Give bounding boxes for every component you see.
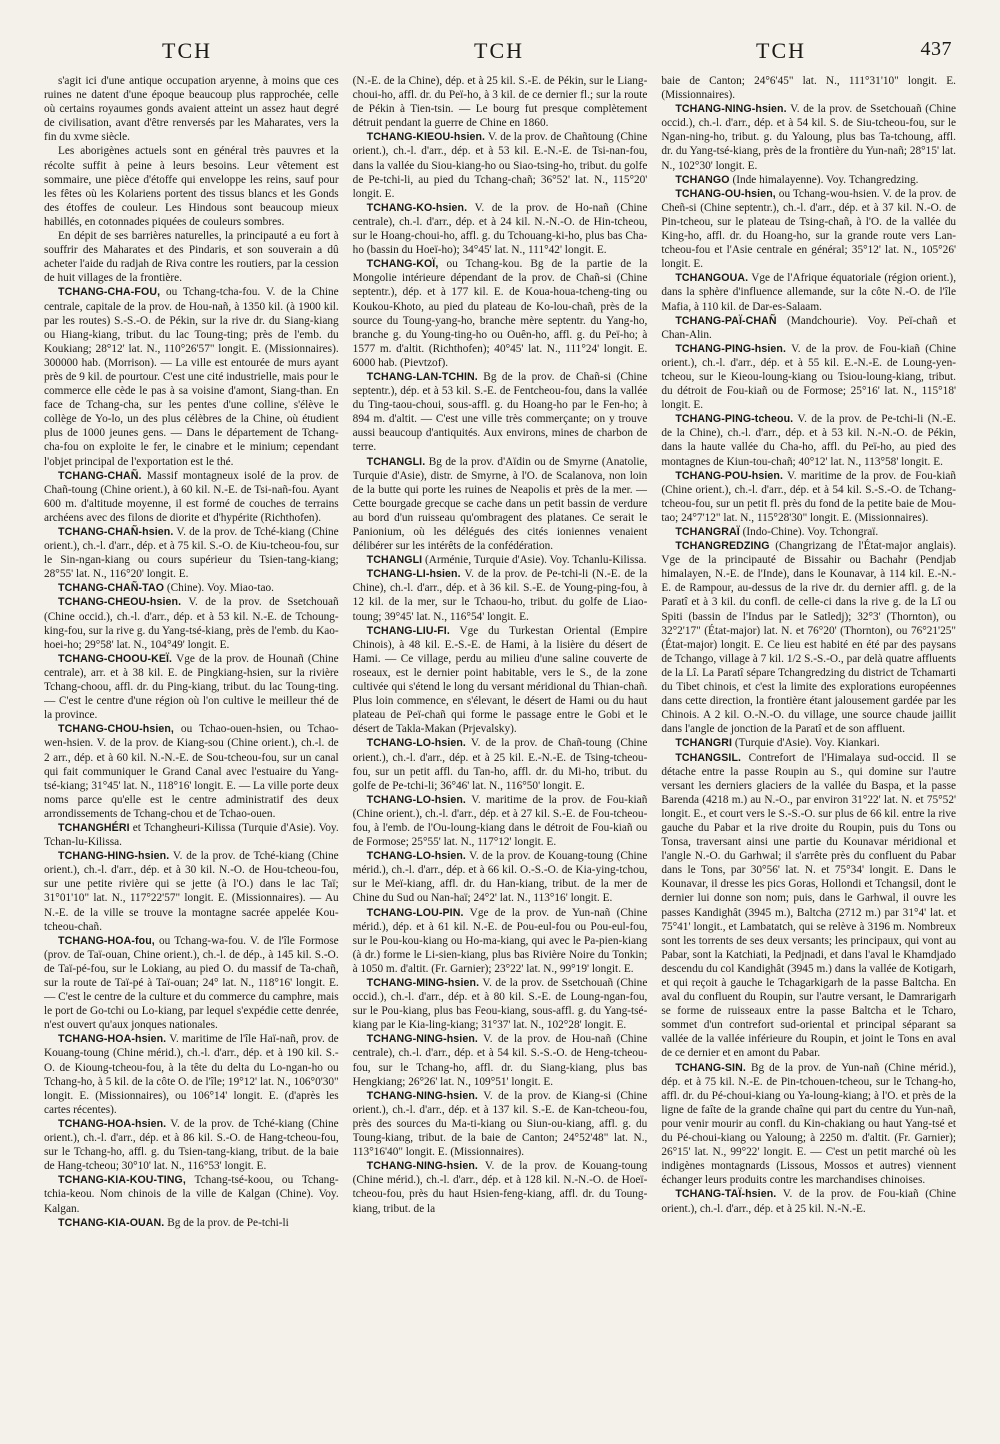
dictionary-entry — [661, 751, 956, 1061]
dictionary-entry — [353, 793, 648, 849]
dictionary-entry — [353, 976, 648, 1032]
entry-text: V. de la prov. de Tché-kiang (Chine orient.), ch.-l. d'arr., dép. et à 75 kil. S.-O. de Kiu-tcheou-fou, sur le Sin-ngan-kiang ou cours supérieur du Tsien-tang-kiang; 28°55' lat. N., 116°20' longit. E. — [44, 526, 339, 581]
entry-text: V. de la prov. de Tché-kiang (Chine orient.), ch.-l. d'arr., dép. et à 86 kil. S.-O. de Hang-tcheou-fou, sur le Tchang-ho, affl. g. du Tsien-tang-kiang, tribut. de la baie de Hang-tcheou; 30°10' lat. N., 116°53' longit. E. — [44, 1117, 339, 1173]
running-head-right: TCH — [756, 38, 806, 63]
entry-headword: TCHANGLI. — [366, 455, 426, 468]
dictionary-entry — [353, 1032, 648, 1088]
entry-headword: TCHANG-CHEOU-hsien. — [58, 596, 182, 609]
entry-headword: TCHANG-MING-hsien. — [366, 977, 480, 989]
dictionary-entry — [44, 652, 339, 722]
entry-text: s'agit ici d'une antique occupation aryenne, à moins que ces ruines ne datent d'une époque beaucoup plus rapprochée, celle où certains royaumes gonds avaient atteint un assez haut degré de civilisation, avant d'être renversés par les Maharates, vers la fin du xvme siècle. — [44, 75, 339, 144]
entry-headword: TCHANG-OU-hsien, — [675, 187, 776, 200]
entry-text: Vge de la prov. de Hounañ (Chine centrale), arr. et à 38 kil. E. de Pingkiang-hsien, sur la rivière Tchang-choou, affl. dr. du Ping-kiang, tribut. du lac Toung-ting. — C'est le centre d'une région où l'on cultive le meilleur thé de la province. — [44, 652, 339, 722]
entry-headword: TCHANG-LO-hsien. — [366, 793, 466, 806]
entry-text: V. de la prov. de Fou-kiañ (Chine orient.), ch.-l. d'arr., dép. et à 55 kil. E.-N.-E. de Loung-yen-tcheou, sur le Kieou-loung-kiang ou Tsiou-loung-kiang, tribut. du détroit de Fou-kiañ ou de Formose; 25°16' lat. N., 115°18' longit. E. — [661, 342, 957, 412]
entry-headword: TCHANGHÉRI — [58, 821, 130, 834]
dictionary-entry — [353, 736, 648, 792]
entry-text: V. maritime de la prov. de Fou-kiañ (Chine orient.), ch.-l. d'arr., dép. et à 54 kil. S.-S.-O. de Tchang-tcheou-fou, sur un petit fl. près du fond de la petite baie de Mou-tao; 24°7'12" lat. N., 115°28'30" longit. E. (Missionnaires). — [661, 469, 957, 524]
dictionary-entry — [661, 271, 956, 313]
dictionary-entry — [44, 469, 339, 525]
dictionary-entry — [661, 1187, 956, 1215]
entry-text: (N.-E. de la Chine), dép. et à 25 kil. S.-E. de Pékin, sur le Liang-choui-ho, affl. dr. du Peï-ho, à 3 kil. de ce dernier fl.; sur la route de Pékin à Tien-tsin. — Le bourg fut presque complètement détruit pendant la guerre de Chine en 1860. — [352, 75, 648, 130]
dictionary-entry — [661, 412, 956, 468]
entry-headword: TCHANG-CHAÑ. — [58, 469, 142, 482]
entry-text: ou Tchang-wou-hsien. V. de la prov. de Cheñ-si (Chine septentr.), ch.-l. d'arr., dép. et à 37 kil. N.-O. de Pin-tcheou, sur le plateau de Tsing-chañ, à l'O. de la vallée du King-ho, affl. dr. du Hoang-ho, sur la grande route vers Lan-tcheou-fou et l'Asie centrale en général; 35°12' lat. N., 105°26' longit. E. — [661, 187, 957, 271]
column-right — [661, 74, 956, 1444]
dictionary-entry — [353, 1089, 648, 1159]
entry-text: V. de la prov. de Kouang-toung (Chine mérid.), ch.-l. d'arr., dép. et à 66 kil. O.-S.-O. de Kia-ying-tchou, sur le Meï-kiang, affl. dr. du Han-kiang, tribut. de la mer de Chine du Sud ou Nan-haï; 24°2' lat. N., 113°16' longit. E. — [352, 850, 648, 905]
entry-headword: TCHANG-CHAÑ-TAO — [58, 582, 165, 595]
entry-headword: TCHANG-HOA-fou, — [58, 934, 155, 947]
entry-headword: TCHANG-HOA-hsien. — [58, 1117, 167, 1130]
dictionary-entry — [353, 201, 648, 257]
dictionary-entry — [44, 581, 339, 595]
entry-text: Les aborigènes actuels sont en général très pauvres et la récolte suffit à peine à leurs besoins. Leur vêtement est sommaire, une pièce d'étoffe qui enveloppe les reins, sauf pour les fêtes où les Kolariens portent des tissus blancs et les Gonds des étoffes de couleur. Les Hindous sont beaucoup mieux habillés, en cotonnades piquées de couleurs sombres. — [44, 145, 339, 228]
entry-text: Vge de l'Afrique équatoriale (région orient.), dans la sphère d'influence allemande, sur la côte N.-O. de l'île Mafia, à 110 kil. de Dar-es-Salaam. — [661, 272, 957, 313]
entry-text: V. de la prov. de Hou-nañ (Chine centrale), ch.-l. d'arr., dép. et à 54 kil. S.-S.-O. de Heng-tcheou-fou, sur le Tchang-ho, affl. dr. du Siang-kiang, plus bas Hengkiang; 26°26' lat. N., 109°51' longit. E. — [352, 1033, 648, 1088]
dictionary-entry — [353, 906, 648, 976]
entry-headword: TCHANG-KO-hsien. — [366, 201, 468, 214]
entry-text: Bg de la prov. de Pe-tchi-li — [167, 1216, 289, 1229]
entry-text: V. de la prov. de Chañtoung (Chine orient.), ch.-l. d'arr., dép. et à 53 kil. E.-N.-E. de Tsi-nan-fou, dans la vallée du Siou-kiang-ho ou Siao-tsing-ho, tribut. du golfe de Pe-tchi-li, au pied du Tchang-chañ; 36°52' lat. N., 115°20' longit. E. — [352, 131, 648, 200]
dictionary-entry — [44, 229, 339, 285]
entry-text: V. de la prov. de Ssetchouañ (Chine occid.), ch.-l. d'arr., dép. et à 80 kil. S.-E. de Loung-ngan-fou, sur le Pou-kiang, plus bas Feou-kiang, sous-affl. g. du Yang-tsé-kiang par le Kia-ling-kiang; 31°37' lat. N., 102°28' longit. E. — [352, 977, 648, 1032]
entry-text: (Mandchourie). Voy. Peï-chañ et Chan-Alin. — [661, 314, 957, 341]
entry-text: V. de la prov. de Kiang-si (Chine orient.), ch.-l. d'arr., dép. et à 137 kil. S.-E. de Kan-tcheou-fou, près des sources du Ma-ti-kiang ou Siun-ou-kiang, affl. g. du Toung-kiang, tribut. de la baie de Canton; 24°52'48" lat. N., 113°16'40" longit. E. (Missionnaires). — [352, 1089, 648, 1159]
entry-headword: TCHANGREDZING — [675, 540, 770, 553]
entry-headword: TCHANG-LAN-TCHIN. — [366, 370, 478, 383]
dictionary-entry — [44, 1117, 339, 1173]
entry-text: baie de Canton; 24°6'45" lat. N., 111°31'10" longit. E. (Missionnaires). — [661, 75, 957, 102]
column-middle — [353, 74, 648, 1444]
entry-headword: TCHANG-CHAÑ-hsien. — [58, 526, 174, 538]
entry-headword: TCHANG-LIU-FI. — [366, 624, 450, 637]
dictionary-entry — [661, 173, 956, 187]
dictionary-entry — [353, 370, 648, 455]
entry-headword: TCHANG-NING-hsien. — [366, 1089, 478, 1102]
entry-text: Vge de la prov. de Yun-nañ (Chine mérid.), dép. et à 61 kil. N.-E. de Pou-eul-fou ou Pou-eul-fou, sur le Pou-kou-kiang ou Ho-ma-kiang, qui avec le Pa-pien-kiang (à dr.) forme le Li-sien-kiang, plus bas Rivière Noire du Tonkin; à 1050 m. d'altit. (Fr. Garnier); 23°22' lat. N., 99°19' longit. E. — [352, 906, 648, 975]
dictionary-entry — [661, 736, 956, 750]
entry-text: V. de la prov. de Fou-kiañ (Chine orient.), ch.-l. d'arr., dép. et à 25 kil. N.-N.-E. — [661, 1188, 957, 1215]
dictionary-entry — [44, 595, 339, 651]
entry-headword: TCHANG-NING-hsien. — [366, 1033, 478, 1046]
dictionary-entry — [44, 525, 339, 581]
entry-headword: TCHANG-HING-hsien. — [58, 850, 170, 863]
entry-text: (Arménie, Turquie d'Asie). Voy. Tchanlu-Kilissa. — [425, 554, 647, 567]
running-head-left: TCH — [162, 38, 212, 63]
entry-headword: TCHANGRI — [675, 737, 733, 750]
entry-text: V. maritime de l'île Haï-nañ, prov. de Kouang-toung (Chine mérid.), ch.-l. d'arr., dép. et à 190 kil. S.-O. de Kioung-tcheou-fou, à la tête du delta du Lo-ngan-ho ou Tchang-ho, à 5 kil. de la côte O. de l'île; 19°12' lat. N., 106°0'30" longit. E. (Missionnaires), ou 106°14' longit. E. (d'après les cartes récentes). — [44, 1033, 339, 1116]
dictionary-entry — [353, 849, 648, 905]
page-number: 437 — [920, 38, 952, 60]
entry-headword: TCHANG-POU-hsien. — [675, 469, 783, 482]
dictionary-entry — [353, 455, 648, 554]
dictionary-entry — [44, 144, 339, 229]
entry-text: ou Tchao-ouen-hsien, ou Tchao-wen-hsien. V. de la prov. de Kiang-sou (Chine orient.), ch.-l. de 2 arr., dép. et à 60 kil. N.-N.-E. de Sou-tcheou-fou, sur un canal qui fait communiquer le Grand Canal avec l'estuaire du Yang-tsé-kiang; 31°45' lat. N., 118°16' longit. E. — La ville porte deux noms parce qu'elle est le centre administratif des deux arrondissements de Tchang-chou et de Tchao-ouen. — [44, 723, 339, 820]
entry-headword: TCHANG-HOA-hsien. — [58, 1033, 167, 1046]
dictionary-entry — [353, 257, 648, 370]
text-columns — [44, 74, 956, 1444]
entry-headword: TCHANGSIL. — [675, 751, 742, 764]
dictionary-entry — [353, 1159, 648, 1215]
entry-headword: TCHANG-CHA-FOU, — [58, 286, 161, 299]
entry-text: (Turquie d'Asie). Voy. Kiankari. — [734, 737, 880, 750]
entry-text: Contrefort de l'Himalaya sud-occid. Il se détache entre la passe Roupin au S., qui domine sur l'autre versant les derniers glaciers de la vallée du Baspa, et la passe Barenda (4218 m.) au N.-O., par environ 31°22' lat. N. et 75°52' longit. E., et court vers le S.-S.-O. sur plus de 66 kil. entre la rive gauche du Pabar et la rive droite du Roupin, puis du Tons ou Tonsa, traversant ainsi une partie du Kounavar méridional et l'angle N.-O. du Garhwal; il s'arrête près du confluent du Pabar dans le Tons, par 30°56' lat. N. et 75°34' longit. E. Dans le Kounavar, il dresse les pics Goras, Hollondi et Tchangsil, dont le dernier lui donne son nom; puis, dans le Garhwal, il ouvre les passes Kandighât (3945 m.), Baltcha (2712 m.) par 31°4' lat. et 75°41' longit., et Lambatatch, qui se relève à 3196 m. Nombreux sont les torrents de ses deux versants; les principaux, qui vont au Pabar, sont la Katchiati, la Pedjnadi, et dans l'aval le Khamdjado descendu du col Kandighât (3945 m.) dans la vallée de Kotigarh, et qui reçoit à gauche le Tchagarkigarh de la passe Baltcha. En aval du confluent du Roupin, sur l'autre versant, le Damrarigarh se forme de ruisseaux entre la passe Baltcha et le Tcharo, sommet d'un contrefort sud-oriental et principal séparant sa vallée de la vallée inférieure du Roupin, et joint le Tons en aval de ce dernier et en amont du Pabar. — [661, 751, 957, 1060]
running-head-center: TCH — [474, 38, 524, 63]
entry-headword: TCHANG-PING-tcheou. — [675, 413, 794, 426]
entry-text: V. de la prov. de Tché-kiang (Chine orient.), ch.-l. d'arr., dép. et à 30 kil. N.-O. de Hou-tcheou-fou, sur une petite rivière qui se jette (à l'O.) dans le lac Taï; 31°01'10" lat. N., 117°22'57" longit. E. (Missionnaires). — Au N.-E. de la ville se trouve la montagne sacrée appelée Kou-tcheou-chañ. — [44, 850, 339, 933]
entry-headword: TCHANG-PING-hsien. — [675, 342, 787, 355]
dictionary-entry — [44, 722, 339, 821]
column-left — [44, 74, 339, 1444]
entry-headword: TCHANG-NING-hsien. — [366, 1160, 478, 1173]
dictionary-entry — [44, 1173, 339, 1215]
entry-headword: TCHANGOUA. — [675, 272, 749, 285]
entry-headword: TCHANG-KOÏ, — [366, 258, 439, 271]
dictionary-entry — [661, 525, 956, 539]
entry-headword: TCHANG-KIA-OUAN. — [58, 1216, 165, 1229]
entry-text: En dépit de ses barrières naturelles, la principauté a eu fort à souffrir des Maharates et des Pindaris, et son souverain a dû acheter l'aide du radjah de Riva contre les routiers, par la cession de huit villages de la frontière. — [44, 230, 339, 285]
entry-headword: TCHANG-CHOU-hsien, — [58, 723, 174, 736]
dictionary-entry — [661, 102, 956, 172]
entry-text: ou Tchang-tcha-fou. V. de la Chine centrale, capitale de la prov. de Hou-nañ, à 1350 kil. (à 1900 kil. par les routes) S.-S.-O. de Pékin, sur la rive dr. du Siang-kiang ou Hiang-kiang, tribut. du lac Toung-ting; près de l'emb. du Koukiang; 28°12' lat. N., 110°26'57" longit. E. (Missionnaires). 300000 hab. (Morrison). — La ville est entourée de murs ayant près de 9 kil. de pourtour. C'est une cité industrielle, mais pour le commerce elle cède le pas à sa voisine d'amont, Siang-than. En face de Tchang-cha, sur les pentes d'une colline, s'élève le collège de Yo-lo, un des plus célèbres de la Chine, où étudient plus de 1000 jeunes gens. — Dans le département de Tchang-cha-fou on exploite le fer, le cinabre et le minium; cependant l'objet principal de l'exportation est le thé. — [44, 286, 339, 468]
dictionary-entry — [353, 74, 648, 130]
entry-text: V. de la prov. de Ssetchouañ (Chine occid.), ch.-l. d'arr., dép. et à 53 kil. N.-E. de Tchoung-king-fou, sur la rive g. du Yang-tsé-kiang, près de l'emb. du Kao-hoei-ho; 29°58' lat. N., 104°49' longit. E. — [44, 596, 339, 651]
entry-headword: TCHANG-NING-hsien. — [675, 103, 787, 116]
dictionary-entry — [353, 567, 648, 623]
dictionary-entry — [44, 934, 339, 1033]
entry-headword: TCHANG-LI-hsien. — [366, 568, 461, 581]
entry-text: V. de la prov. de Ho-nañ (Chine centrale), ch.-l. d'arr., dép. et à 24 kil. N.-N.-O. de Hin-tcheou, sur le Hoang-choui-ho, affl. g. du Tchouang-ki-ho, plus bas Cha-ho (bassin du Hoeï-ho); 34°45' lat. N., 111°42' longit. E. — [352, 201, 648, 257]
entry-text: Bg de la prov. de Chañ-si (Chine septentr.), dép. et à 53 kil. S.-E. de Fentcheou-fou, dans la vallée du Ting-taou-choui, sous-affl. g. du Hoang-ho par le Fen-ho; à 894 m. d'altit. — C'est une ville très commerçante; on y trouve aussi beaucoup d'antiquités. Aux environs, mines de charbon de terre. — [352, 370, 648, 454]
dictionary-entry — [661, 187, 956, 272]
entry-text: (Inde himalayenne). Voy. Tchangredzing. — [732, 173, 919, 186]
entry-text: (Changrizang de l'État-major anglais). Vge de la principauté de Bissahir ou Bachahr (Pendjab himalayen, N.-E. de l'Inde), dans le Kounavar, à 114 kil. E.-N.-E. de Rampour, au-dessus de la rive dr. du dernier affl. g. de la Paratî et à 3 kil. du confl. de celle-ci dans la rive g. de la Lî ou Spiti (bassin de l'Indus par le Satledj); 32°3' (Thornton), ou 32°2'17" (État-major) lat. N. et 76°20' (Thornton), ou 76°21'25" (État-major) longit. E. Ce lieu est habité en été par des paysans de Tchango, village à 7 kil. 1/2 S.-S.-O., par delà quatre affluents de la Lî. La Paratî sépare Tchangredzing du district de Tchamarti du Tibet chinois, et c'est la limite des explorations européennes dans cette direction, la frontière étant jalousement gardée par les Chinois. A 2 kil. O.-N.-O. du village, une source chaude jaillit dans l'angle de jonction de la Paratî et de son affluent. — [661, 540, 957, 736]
dictionary-entry — [661, 1061, 956, 1188]
entry-text: et Tchangheuri-Kilissa (Turquie d'Asie). Voy. Tchan-lu-Kilissa. — [44, 821, 339, 849]
entry-headword: TCHANG-CHOOU-KEÏ. — [58, 652, 173, 665]
dictionary-entry — [661, 342, 956, 412]
entry-text: (Indo-Chine). Voy. Tchongraï. — [742, 526, 879, 538]
entry-text: ou Tchang-kou. Bg de la partie de la Mongolie intérieure dépendant de la prov. de Chañ-si (Chine septentr.), dép. et à 177 kil. E. de Koua-houa-tcheng-ting ou Koukou-Khoto, au pied du plateau de Ko-lou-chañ, près de la source du Toung-yang-ho, branche mère septentr. du Yang-ho, branche g. du Young-ting-ho ou Ouên-ho, affl. g. du Peï-ho; à 1577 m. d'altit. (Richthofen); 40°45' lat. N., 111°24' longit. E. 6000 hab. (Pievtzof). — [352, 258, 648, 369]
entry-text: V. de la prov. de Pe-tchi-li (N.-E. de la Chine), ch.-l. d'arr., dép. et à 53 kil. N.-N.-O. de Pékin, dans la haute vallée du Cha-ho, affl. du Peï-ho, au pied des montagnes de Kiun-tou-chañ; 40°12' lat. N., 113°58' longit. E. — [661, 413, 957, 468]
entry-headword: TCHANGRAÏ — [675, 526, 740, 538]
dictionary-entry — [353, 553, 648, 567]
page-header — [44, 38, 956, 72]
entry-text: Bg de la prov. d'Aïdin ou de Smyrne (Anatolie, Turquie d'Asie), distr. de Smyrne, à l'O. de Scalanova, non loin de la butte qui porte les ruines de Neapolis et près de la mer. — Cette bourgade grecque se cache dans un petit bassin de verdure au bord d'un ruisseau qu'ombragent des platanes. Ce serait le Panionium, où les délégués des cités ioniennes venaient délibérer sur les intérêts de la confédération. — [352, 455, 648, 553]
dictionary-entry — [44, 1032, 339, 1117]
entry-headword: TCHANG-KIEOU-hsien. — [366, 131, 486, 144]
entry-headword: TCHANG-LO-hsien. — [366, 850, 466, 863]
entry-text: Vge du Turkestan Oriental (Empire Chinois), à 48 kil. E.-S.-E. de Hami, à la lisière du désert de Hami. — Ce village, perdu au milieu d'une saline couverte de roseaux, est le dernier point habitable, vers le S., de la zone cultivée qui s'étend le long du versant méridional du Thian-chañ. Plus loin commence, en s'élevant, le désert de Hami ou du haut plateau de Peï-chañ qui forme le passage entre le Gobi et le désert de Takla-Makan (Prjevalsky). — [352, 624, 648, 736]
entry-headword: TCHANG-PAÏ-CHAÑ — [675, 314, 777, 327]
entry-text: ou Tchang-wa-fou. V. de l'île Formose (prov. de Taï-ouan, Chine orient.), ch.-l. de dép., à 145 kil. S.-O. de Taï-pé-fou, sur le Lokiang, au pied O. du massif de Ta-chañ, sur la route de Taï-pé à Taï-ouan; 24° lat. N., 118°16' longit. E. — C'est le centre de la culture et du commerce du camphre, mais le port de Go-tchi ou Lo-kiang, par lequel s'expédie cette denrée, n'est ouvert qu'aux jonques nationales. — [44, 934, 339, 1032]
entry-text: V. maritime de la prov. de Fou-kiañ (Chine orient.), ch.-l. d'arr., dép. et à 27 kil. S.-E. de Fou-tcheou-fou, à l'emb. de l'Ou-loung-kiang dans le détroit de Fou-kiañ ou de Formose; 25°55' lat. N., 117°12' longit. E. — [352, 793, 648, 849]
entry-headword: TCHANG-TAÏ-hsien. — [675, 1188, 777, 1201]
entry-text: V. de la prov. de Pe-tchi-li (N.-E. de la Chine), ch.-l. d'arr., dép. et à 36 kil. S.-E. de Young-ping-fou, à 12 kil. de la mer, sur le Tchaou-ho, tribut. du golfe de Liao-toung; 39°45' lat. N., 116°54' longit. E. — [352, 568, 648, 623]
dictionary-entry — [44, 849, 339, 934]
entry-headword: TCHANG-SIN. — [675, 1061, 746, 1074]
entry-headword: TCHANGLI — [366, 554, 423, 567]
dictionary-entry — [353, 130, 648, 200]
entry-text: Bg de la prov. de Yun-nañ (Chine mérid.), dép. et à 75 kil. N.-E. de Pin-tchouen-tcheou, sur le Tchang-ho, affl. dr. du Pé-choui-kiang ou Ya-loung-kiang; à l'O. et près de la ligne de faîte de la grande chaîne qui part du centre du Yun-nañ, pour venir mourir au confl. du Kin-chakiang ou haut Yang-tsé et du Pé-choui-kiang ou Yaloung; à 2250 m. d'altit. (Fr. Garnier); 26°15' lat. N., 99°22' longit. E. — C'est un petit marché où les indigènes montagnards (Lissous, Mossos et autres) viennent échanger leurs produits contre les marchandises chinoises. — [661, 1061, 957, 1187]
dictionary-entry — [661, 314, 956, 342]
entry-text: V. de la prov. de Kouang-toung (Chine mérid.), ch.-l. d'arr., dép. et à 128 kil. N.-N.-O. de Hoeï-tcheou-fou, près du haut Hsien-feng-kiang, affl. dr. du Toung-kiang, tribut. de la — [352, 1160, 648, 1215]
entry-text: (Chine). Voy. Miao-tao. — [166, 582, 274, 595]
dictionary-entry — [661, 74, 956, 102]
entry-headword: TCHANG-LOU-PIN. — [366, 906, 464, 919]
dictionary-entry — [353, 624, 648, 737]
entry-text: Massif montagneux isolé de la prov. de Chañ-toung (Chine orient.), à 60 kil. N.-E. de Tsi-nañ-fou. Ayant 600 m. d'altitude moyenne, il est formé de couches de terrains archéens avec des filons de diorite et d'hypérite (Richthofen). — [44, 469, 339, 524]
dictionary-entry — [44, 821, 339, 849]
dictionary-entry — [661, 539, 956, 736]
dictionary-entry — [44, 285, 339, 468]
dictionary-entry — [661, 469, 956, 525]
dictionary-entry — [44, 74, 339, 144]
dictionary-entry — [44, 1216, 339, 1230]
entry-text: V. de la prov. de Chañ-toung (Chine orient.), ch.-l. d'arr., dép. et à 25 kil. E.-N.-E. de Tsing-tcheou-fou, sur un petit affl. du Tan-ho, affl. dr. du Mi-ho, tribut. du golfe de Pe-tchi-li; 36°46' lat. N., 116°50' longit. E. — [352, 737, 648, 792]
entry-headword: TCHANGO — [675, 173, 730, 186]
entry-text: V. de la prov. de Ssetchouañ (Chine occid.), ch.-l. d'arr., dép. et à 54 kil. S. de Siu-tcheou-fou, sur le Ngan-ning-ho, tribut. g. du Yaloung, plus bas Ta-tchoung, affl. dr. du Yang-tsé-kiang, près de la frontière du Yun-nañ; 28°15' lat. N., 102°30' longit. E. — [661, 103, 957, 172]
entry-headword: TCHANG-KIA-KOU-TING, — [58, 1174, 186, 1187]
entry-text: Tchang-tsé-koou, ou Tchang-tchia-keou. Nom chinois de la ville de Kalgan (Chine). Voy. Kalgan. — [44, 1174, 339, 1215]
entry-headword: TCHANG-LO-hsien. — [366, 737, 466, 750]
